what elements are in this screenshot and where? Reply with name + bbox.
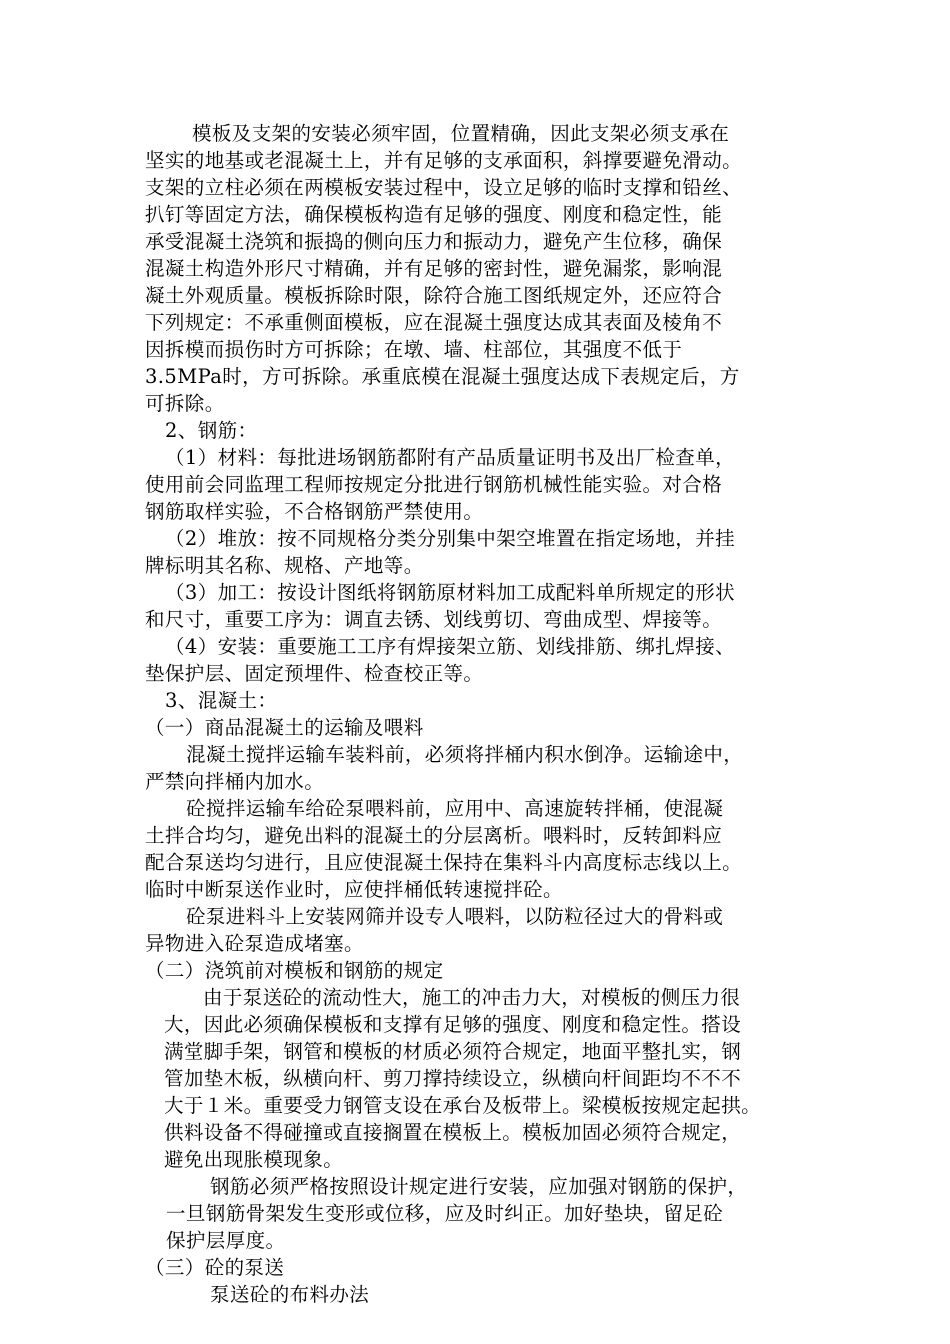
paragraph-line: 土拌合均匀，避免出料的混凝土的分层离析。喂料时，反转卸料应 xyxy=(145,824,723,847)
subsection-heading: （二）浇筑前对模板和钢筋的规定 xyxy=(145,959,444,982)
paragraph-line: 模板及支架的安装必须牢固，位置精确，因此支架必须支承在 xyxy=(192,122,730,145)
paragraph-line: 扒钉等固定方法，确保模板构造有足够的强度、刚度和稳定性，能 xyxy=(145,203,723,226)
paragraph-line: 坚实的地基或老混凝土上，并有足够的支承面积，斜撑要避免滑动。 xyxy=(145,149,743,172)
paragraph-line: 下列规定：不承重侧面模板，应在混凝土强度达成其表面及棱角不 xyxy=(145,311,723,334)
paragraph-line: （3）加工：按设计图纸将钢筋原材料加工成配料单所规定的形状 xyxy=(165,581,736,604)
section-heading: 2、钢筋： xyxy=(165,419,258,442)
paragraph-line: 满堂脚手架，钢管和模板的材质必须符合规定，地面平整扎实，钢 xyxy=(164,1040,742,1063)
paragraph-line: 混凝土构造外形尺寸精确，并有足够的密封性，避免漏浆，影响混 xyxy=(145,257,723,280)
paragraph-line: 由于泵送砼的流动性大，施工的冲击力大，对模板的侧压力很 xyxy=(203,986,741,1009)
paragraph-line: 钢筋必须严格按照设计规定进行安装，应加强对钢筋的保护， xyxy=(210,1175,748,1198)
paragraph-line: 保护层厚度。 xyxy=(166,1229,286,1252)
paragraph-line: 大，因此必须确保模板和支撑有足够的强度、刚度和稳定性。搭设 xyxy=(164,1013,742,1036)
paragraph-line: 砼泵进料斗上安装网筛并设专人喂料，以防粒径过大的骨料或 xyxy=(186,905,724,928)
subsection-heading: （三）砼的泵送 xyxy=(145,1256,285,1279)
paragraph-line: 避免出现胀模现象。 xyxy=(164,1148,344,1171)
paragraph-line: 管加垫木板，纵横向杆、剪刀撑持续设立，纵横向杆间距均不不不 xyxy=(164,1067,742,1090)
paragraph-line: 因拆模而损伤时方可拆除；在墩、墙、柱部位，其强度不低于 xyxy=(145,338,683,361)
section-heading: 3、混凝土： xyxy=(165,689,278,712)
paragraph-line: 和尺寸，重要工序为：调直去锈、划线剪切、弯曲成型、焊接等。 xyxy=(145,608,723,631)
paragraph-line: 配合泵送均匀进行，且应使混凝土保持在集料斗内高度标志线以上。 xyxy=(145,851,743,874)
paragraph-line: 混凝土搅拌运输车装料前，必须将拌桶内积水倒净。运输途中， xyxy=(186,743,744,766)
paragraph-line: 异物进入砼泵造成堵塞。 xyxy=(145,932,364,955)
paragraph-line: 一旦钢筋骨架发生变形或位移，应及时纠正。加好垫块，留足砼 xyxy=(166,1202,724,1225)
paragraph-line: 3.5MPa时，方可拆除。承重底模在混凝土强度达成下表规定后，方 xyxy=(145,365,740,388)
paragraph-line: 砼搅拌运输车给砼泵喂料前，应用中、高速旋转拌桶，使混凝 xyxy=(186,797,724,820)
paragraph-line: 垫保护层、固定预埋件、检查校正等。 xyxy=(145,662,484,685)
paragraph-line: 大于１米。重要受力钢管支设在承台及板带上。梁模板按规定起拱。 xyxy=(164,1094,762,1117)
paragraph-line: 临时中断泵送作业时，应使拌桶低转速搅拌砼。 xyxy=(145,878,563,901)
paragraph-line: （4）安装：重要施工工序有焊接架立筋、划线排筋、绑扎焊接、 xyxy=(165,635,736,658)
paragraph-line: 使用前会同监理工程师按规定分批进行钢筋机械性能实验。对合格 xyxy=(145,473,723,496)
paragraph-line: 泵送砼的布料办法 xyxy=(210,1283,370,1306)
paragraph-line: 可拆除。 xyxy=(145,392,225,415)
paragraph-line: 凝土外观质量。模板拆除时限，除符合施工图纸规定外，还应符合 xyxy=(145,284,723,307)
subsection-heading: （一）商品混凝土的运输及喂料 xyxy=(145,716,424,739)
paragraph-line: （2）堆放：按不同规格分类分别集中架空堆置在指定场地，并挂 xyxy=(165,527,736,550)
paragraph-line: 支架的立柱必须在两模板安装过程中，设立足够的临时支撑和铅丝、 xyxy=(145,176,743,199)
paragraph-line: 供料设备不得碰撞或直接搁置在模板上。模板加固必须符合规定， xyxy=(164,1121,742,1144)
paragraph-line: 承受混凝土浇筑和振捣的侧向压力和振动力，避免产生位移，确保 xyxy=(145,230,723,253)
paragraph-line: （1）材料：每批进场钢筋都附有产品质量证明书及出厂检查单， xyxy=(165,446,736,469)
paragraph-line: 钢筋取样实验，不合格钢筋严禁使用。 xyxy=(145,500,484,523)
paragraph-line: 严禁向拌桶内加水。 xyxy=(145,770,325,793)
paragraph-line: 牌标明其名称、规格、产地等。 xyxy=(145,554,424,577)
